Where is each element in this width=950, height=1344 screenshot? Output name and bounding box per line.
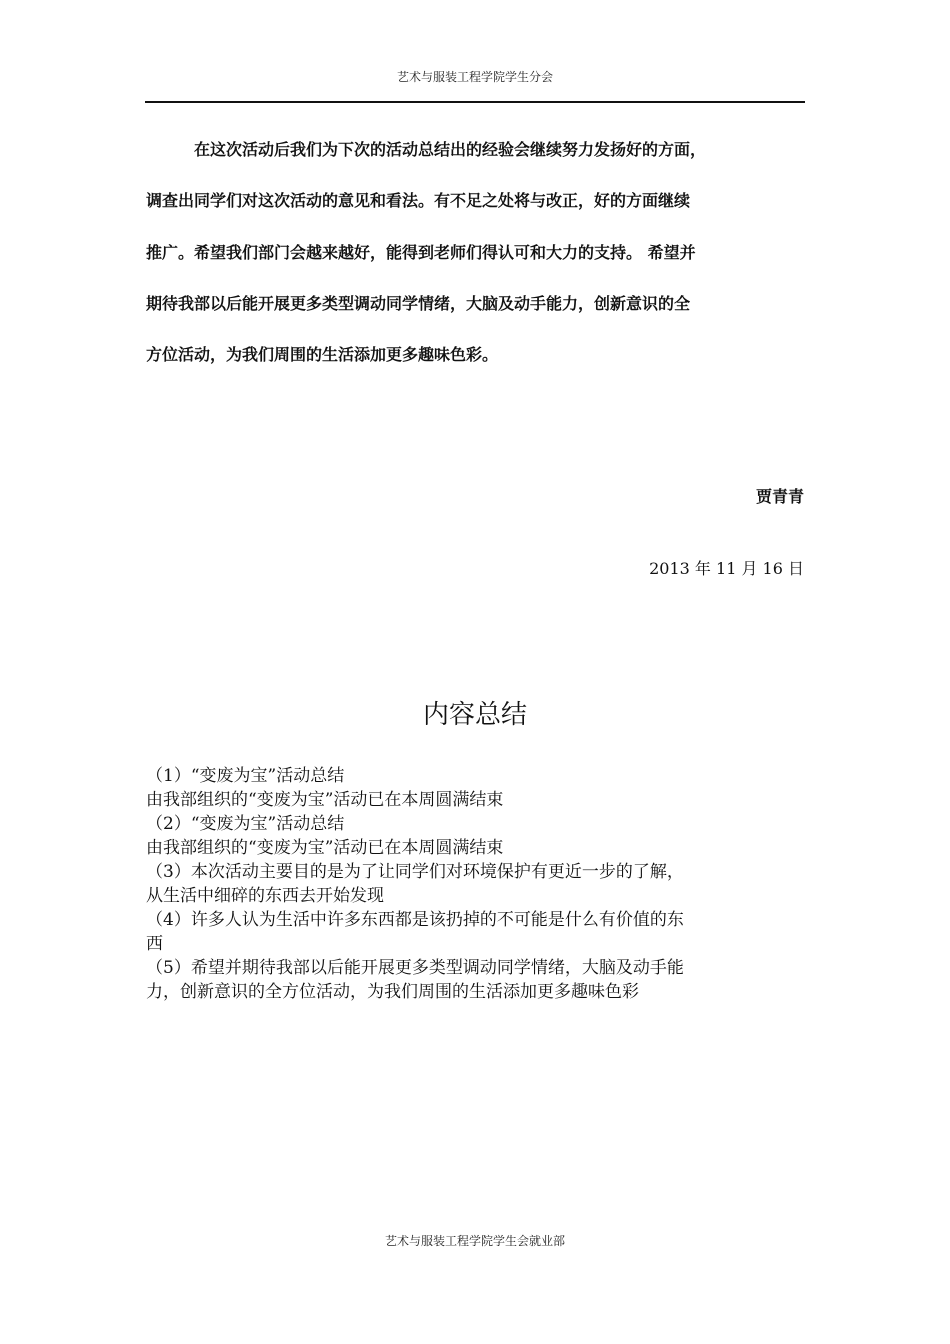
summary-line-1: （1）“变废为宝”活动总结	[146, 766, 345, 786]
date: 2013 年 11 月 16 日	[649, 559, 804, 578]
summary-line-4: 由我部组织的“变废为宝”活动已在本周圆满结束	[146, 838, 504, 858]
page-footer: 艺术与服装工程学院学生会就业部	[384, 1234, 565, 1248]
body-line-3: 推广。希望我们部门会越来越好，能得到老师们得认可和大力的支持。 希望并	[146, 243, 696, 262]
body-line-1: 在这次活动后我们为下次的活动总结出的经验会继续努力发扬好的方面，	[194, 140, 707, 159]
summary-line-5: （3）本次活动主要目的是为了让同学们对环境保护有更近一步的了解，	[146, 862, 684, 882]
body-line-5: 方位活动，为我们周围的生活添加更多趣味色彩。	[146, 345, 499, 364]
header-divider	[145, 101, 805, 103]
signature: 贾青青	[755, 487, 804, 506]
summary-line-6: 从生活中细碎的东西去开始发现	[146, 886, 384, 906]
summary-line-7: （4）许多人认为生活中许多东西都是该扔掉的不可能是什么有价值的东	[146, 910, 684, 930]
body-line-4: 期待我部以后能开展更多类型调动同学情绪，大脑及动手能力，创新意识的全	[146, 294, 691, 313]
body-line-2: 调查出同学们对这次活动的意见和看法。有不足之处将与改正，好的方面继续	[146, 191, 691, 210]
summary-line-3: （2）“变废为宝”活动总结	[146, 814, 345, 834]
summary-line-9: （5）希望并期待我部以后能开展更多类型调动同学情绪，大脑及动手能	[146, 958, 684, 978]
page-header: 艺术与服装工程学院学生分会	[396, 70, 553, 84]
summary-line-2: 由我部组织的“变废为宝”活动已在本周圆满结束	[146, 790, 504, 810]
summary-line-8: 西	[146, 934, 163, 954]
summary-line-10: 力，创新意识的全方位活动，为我们周围的生活添加更多趣味色彩	[146, 982, 639, 1002]
section-title: 内容总结	[422, 700, 527, 730]
